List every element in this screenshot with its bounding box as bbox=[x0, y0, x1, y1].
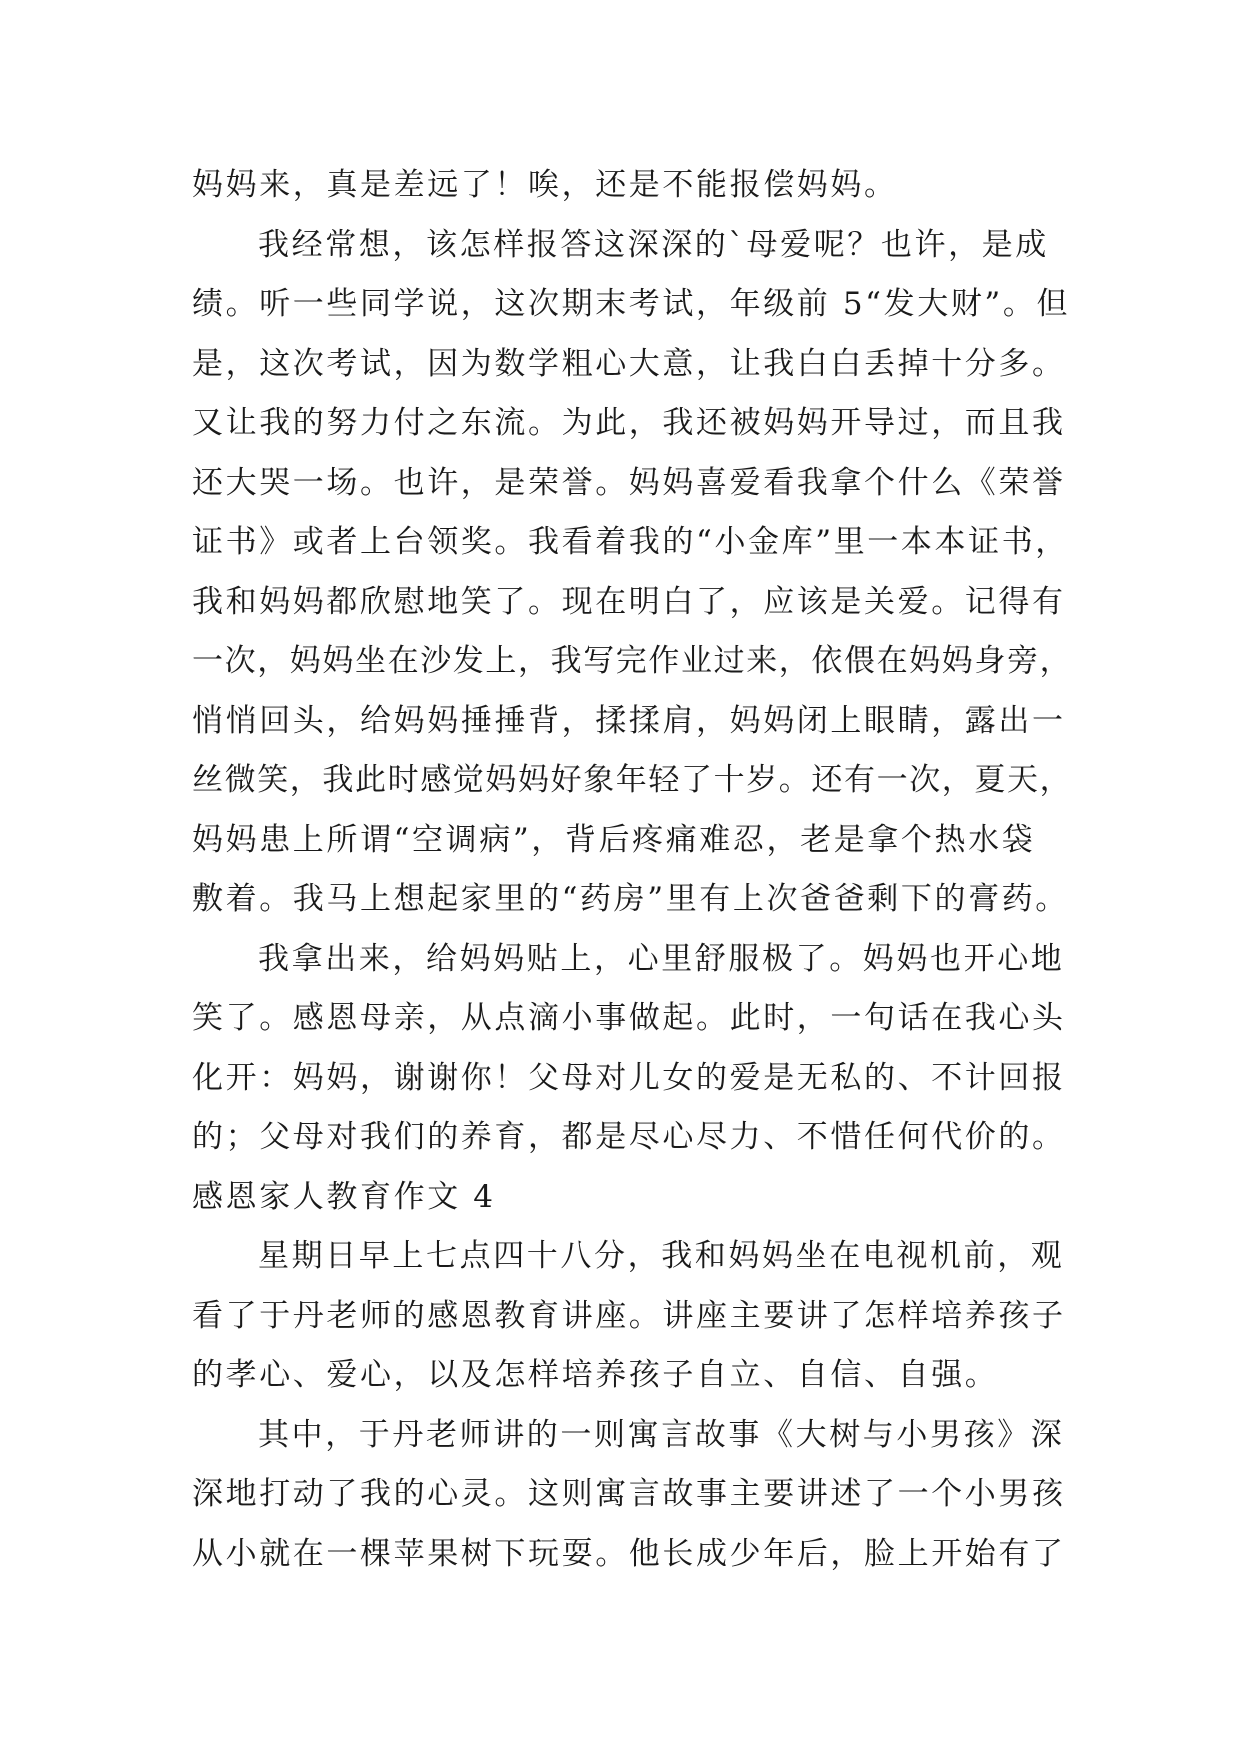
text-line: 妈妈来，真是差远了！唉，还是不能报偿妈妈。 bbox=[192, 167, 898, 203]
text-line: 是，这次考试，因为数学粗心大意，让我白白丢掉十分多。 bbox=[192, 345, 1066, 382]
text-line: 看了于丹老师的感恩教育讲座。讲座主要讲了怎样培养孩子 bbox=[192, 1297, 1066, 1334]
text-line: 妈妈患上所谓“空调病”，背后疼痛难忍，老是拿个热水袋 bbox=[192, 821, 1036, 858]
text-line: 悄悄回头，给妈妈捶捶背，揉揉肩，妈妈闭上眼睛，露出一 bbox=[192, 702, 1066, 739]
text-line: 的孝心、爱心，以及怎样培养孩子自立、自信、自强。 bbox=[192, 1357, 999, 1393]
text-line: 证书》或者上台领奖。我看着我的“小金库”里一本本证书， bbox=[192, 524, 1069, 560]
text-line: 我经常想，该怎样报答这深深的`母爱呢？也许，是成 bbox=[258, 226, 1049, 263]
text-line: 我和妈妈都欣慰地笑了。现在明白了，应该是关爱。记得有 bbox=[192, 583, 1066, 620]
text-line: 一次，妈妈坐在沙发上，我写完作业过来，依偎在妈妈身旁， bbox=[192, 643, 1073, 679]
text-line: 深地打动了我的心灵。这则寓言故事主要讲述了一个小男孩 bbox=[192, 1476, 1066, 1512]
text-line: 又让我的努力付之东流。为此，我还被妈妈开导过，而且我 bbox=[192, 405, 1066, 441]
text-line: 笑了。感恩母亲，从点滴小事做起。此时，一句话在我心头 bbox=[192, 1000, 1066, 1036]
text-line: 星期日早上七点四十八分，我和妈妈坐在电视机前，观 bbox=[258, 1238, 1065, 1274]
text-line: 丝微笑，我此时感觉妈妈好象年轻了十岁。还有一次，夏天， bbox=[192, 762, 1073, 798]
text-line: 化开：妈妈，谢谢你！父母对儿女的爱是无私的、不计回报 bbox=[192, 1059, 1066, 1096]
text-line: 敷着。我马上想起家里的“药房”里有上次爸爸剩下的膏药。 bbox=[192, 881, 1069, 917]
text-line: 其中，于丹老师讲的一则寓言故事《大树与小男孩》深 bbox=[258, 1416, 1065, 1453]
essay-body bbox=[192, 156, 1072, 1584]
text-line: 还大哭一场。也许，是荣誉。妈妈喜爱看我拿个什么《荣誉 bbox=[192, 464, 1066, 501]
text-line: 感恩家人教育作文 4 bbox=[192, 1178, 496, 1215]
text-line: 绩。听一些同学说，这次期末考试，年级前 5“发大财”。但 bbox=[192, 286, 1071, 322]
text-line: 我拿出来，给妈妈贴上，心里舒服极了。妈妈也开心地 bbox=[258, 940, 1065, 977]
text-line: 的；父母对我们的养育，都是尽心尽力、不惜任何代价的。 bbox=[192, 1119, 1066, 1155]
text-line: 从小就在一棵苹果树下玩耍。他长成少年后，脸上开始有了 bbox=[192, 1535, 1066, 1572]
